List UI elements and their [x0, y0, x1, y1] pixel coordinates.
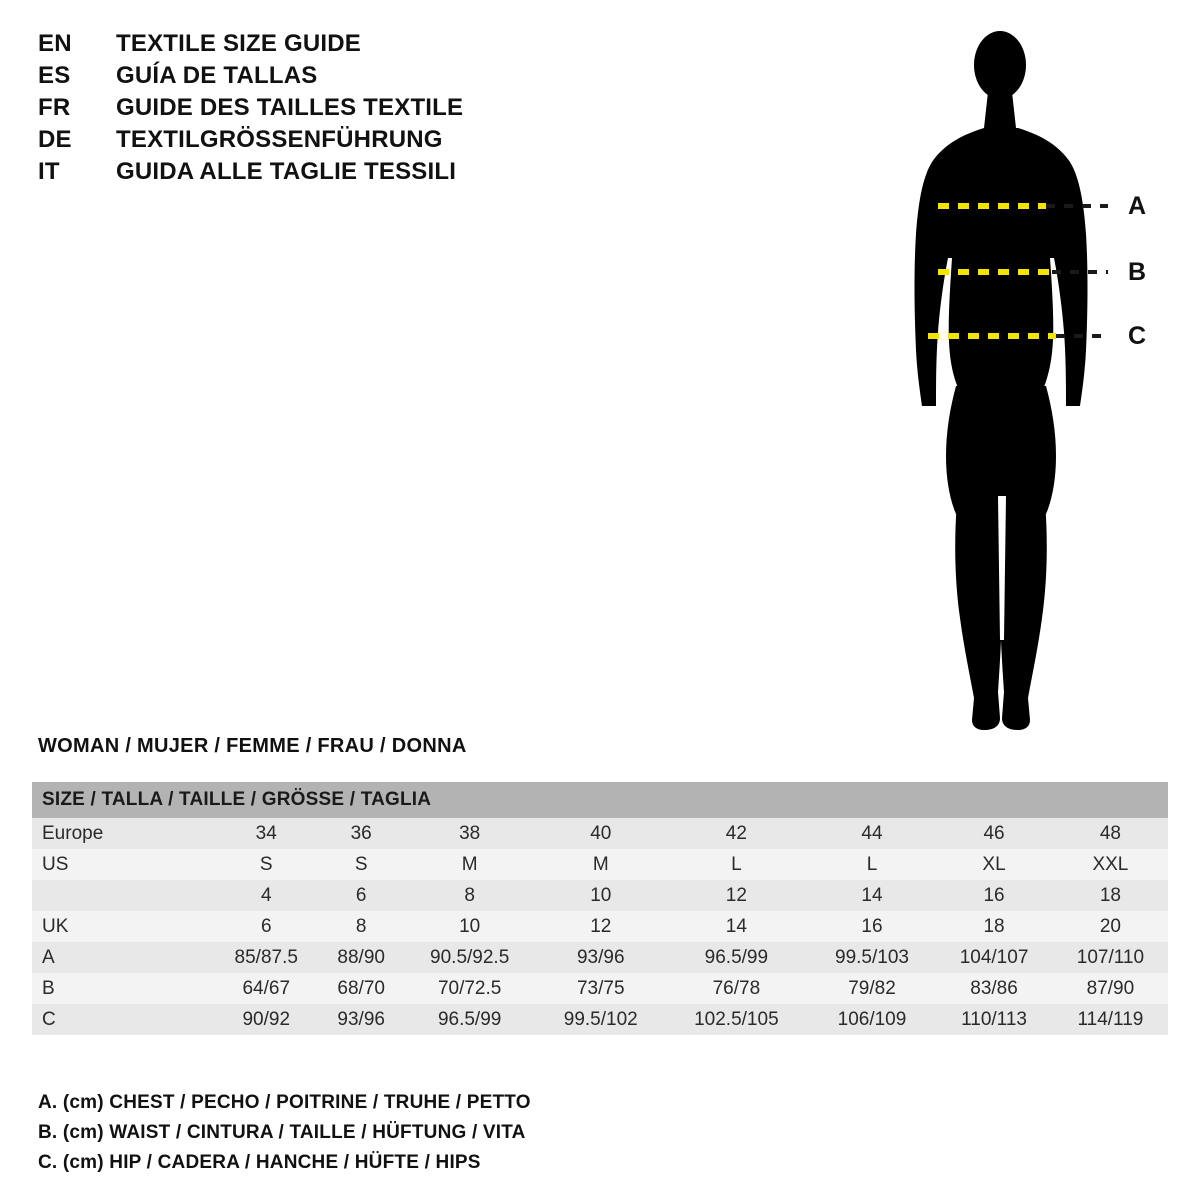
- cell: S: [321, 849, 402, 880]
- title-text-fr: GUIDE DES TAILLES TEXTILE: [116, 94, 464, 121]
- table-row: [32, 880, 1168, 911]
- cell: 36: [321, 818, 402, 849]
- title-row-de: [38, 126, 598, 158]
- cell: 79/82: [809, 973, 936, 1004]
- table-header-row: [32, 782, 1168, 818]
- table-row: [32, 911, 1168, 942]
- language-code-fr: FR: [38, 94, 71, 121]
- title-row-en: [38, 30, 598, 62]
- title-row-it: [38, 158, 598, 190]
- cell: 16: [935, 880, 1053, 911]
- cell: 6: [212, 911, 321, 942]
- table-row: [32, 1004, 1168, 1035]
- size-table: [32, 782, 1168, 1035]
- row-label-uk: UK: [32, 911, 212, 942]
- cell: 34: [212, 818, 321, 849]
- cell: 93/96: [321, 1004, 402, 1035]
- cell: 76/78: [664, 973, 809, 1004]
- cell: M: [537, 849, 664, 880]
- cell: 110/113: [935, 1004, 1053, 1035]
- cell: 96.5/99: [664, 942, 809, 973]
- table-row: [32, 973, 1168, 1004]
- cell: 99.5/102: [537, 1004, 664, 1035]
- row-label-us-numeric: [32, 880, 212, 911]
- cell: 73/75: [537, 973, 664, 1004]
- language-code-it: IT: [38, 158, 60, 185]
- row-label-europe: Europe: [32, 818, 212, 849]
- cell: XL: [935, 849, 1053, 880]
- cell: 12: [537, 911, 664, 942]
- note-chest: A. (cm) CHEST / PECHO / POITRINE / TRUHE / PETTO: [38, 1092, 531, 1113]
- cell: 46: [935, 818, 1053, 849]
- cell: 68/70: [321, 973, 402, 1004]
- title-text-it: GUIDA ALLE TAGLIE TESSILI: [116, 158, 457, 185]
- cell: 8: [402, 880, 538, 911]
- cell: 38: [402, 818, 538, 849]
- cell: 44: [809, 818, 936, 849]
- title-row-es: [38, 62, 598, 94]
- cell: L: [664, 849, 809, 880]
- measure-label-b: B: [1128, 258, 1147, 286]
- cell: 85/87.5: [212, 942, 321, 973]
- cell: 102.5/105: [664, 1004, 809, 1035]
- cell: 40: [537, 818, 664, 849]
- cell: 48: [1053, 818, 1168, 849]
- cell: 8: [321, 911, 402, 942]
- row-label-c: C: [32, 1004, 212, 1035]
- cell: 4: [212, 880, 321, 911]
- measure-label-c: C: [1128, 322, 1147, 350]
- cell: S: [212, 849, 321, 880]
- row-label-b: B: [32, 973, 212, 1004]
- title-text-en: TEXTILE SIZE GUIDE: [116, 30, 361, 57]
- cell: 20: [1053, 911, 1168, 942]
- row-label-us: US: [32, 849, 212, 880]
- cell: M: [402, 849, 538, 880]
- title-row-fr: [38, 94, 598, 126]
- table-row: [32, 818, 1168, 849]
- cell: 99.5/103: [809, 942, 936, 973]
- language-code-en: EN: [38, 30, 72, 57]
- table-row: [32, 849, 1168, 880]
- cell: XXL: [1053, 849, 1168, 880]
- section-label-woman: WOMAN / MUJER / FEMME / FRAU / DONNA: [38, 735, 467, 757]
- cell: 6: [321, 880, 402, 911]
- note-waist: B. (cm) WAIST / CINTURA / TAILLE / HÜFTUNG / VITA: [38, 1122, 526, 1143]
- cell: 104/107: [935, 942, 1053, 973]
- note-hip: C. (cm) HIP / CADERA / HANCHE / HÜFTE / HIPS: [38, 1152, 481, 1173]
- language-code-es: ES: [38, 62, 71, 89]
- cell: 10: [537, 880, 664, 911]
- cell: 64/67: [212, 973, 321, 1004]
- cell: 18: [1053, 880, 1168, 911]
- cell: 42: [664, 818, 809, 849]
- cell: 90/92: [212, 1004, 321, 1035]
- title-text-es: GUÍA DE TALLAS: [116, 62, 318, 89]
- cell: 90.5/92.5: [402, 942, 538, 973]
- cell: 114/119: [1053, 1004, 1168, 1035]
- cell: 93/96: [537, 942, 664, 973]
- female-silhouette-icon: [860, 20, 1190, 740]
- cell: 106/109: [809, 1004, 936, 1035]
- cell: 107/110: [1053, 942, 1168, 973]
- row-label-a: A: [32, 942, 212, 973]
- cell: 12: [664, 880, 809, 911]
- table-row: [32, 942, 1168, 973]
- cell: 88/90: [321, 942, 402, 973]
- cell: 10: [402, 911, 538, 942]
- cell: 83/86: [935, 973, 1053, 1004]
- cell: 96.5/99: [402, 1004, 538, 1035]
- measurement-notes: [38, 1088, 838, 1178]
- language-code-de: DE: [38, 126, 72, 153]
- cell: 87/90: [1053, 973, 1168, 1004]
- cell: 18: [935, 911, 1053, 942]
- title-text-de: TEXTILGRÖSSENFÜHRUNG: [116, 126, 443, 153]
- figure-area: [860, 20, 1190, 740]
- cell: 16: [809, 911, 936, 942]
- measure-label-a: A: [1128, 192, 1147, 220]
- cell: 70/72.5: [402, 973, 538, 1004]
- cell: 14: [664, 911, 809, 942]
- cell: 14: [809, 880, 936, 911]
- title-block: [38, 30, 598, 190]
- table-header-label: SIZE / TALLA / TAILLE / GRÖSSE / TAGLIA: [32, 782, 1168, 818]
- cell: L: [809, 849, 936, 880]
